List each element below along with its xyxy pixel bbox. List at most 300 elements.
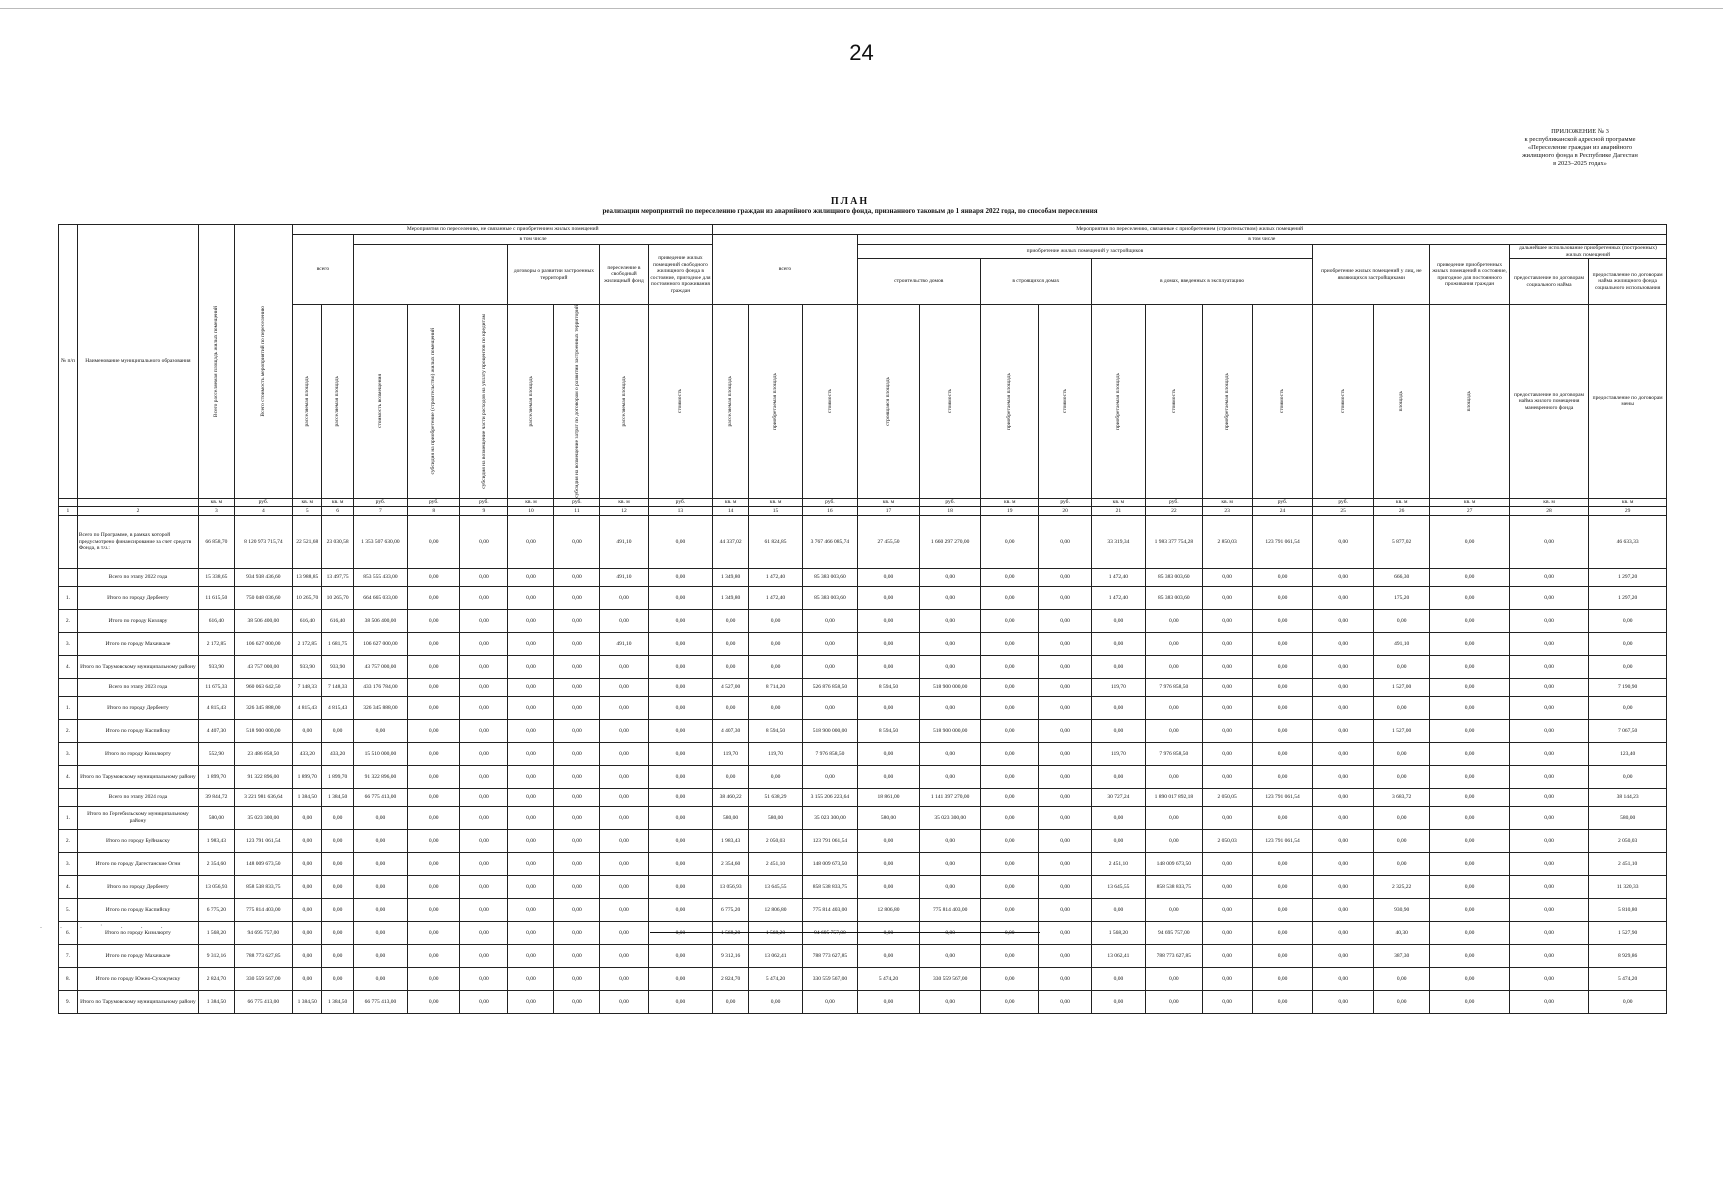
value-cell: 0,00 (713, 632, 749, 655)
vheader (1146, 305, 1202, 499)
header-area-label: Всего расселяемая площадь жилых помещений (213, 305, 220, 417)
value-cell: 0,00 (1509, 678, 1588, 696)
value-cell: 123,40 (1589, 742, 1667, 765)
value-cell: 0,00 (554, 788, 600, 806)
value-cell: 0,00 (1509, 515, 1588, 568)
vheader-label: стоимость (1279, 389, 1286, 414)
value-cell: 0,00 (554, 967, 600, 990)
value-cell: 13 497,75 (322, 568, 353, 586)
value-cell: 0,00 (1202, 655, 1252, 678)
vheader (803, 305, 857, 499)
header-not-developers: приобретение жилых помещений у лиц, не являющихся застройщиками (1313, 245, 1430, 305)
appendix-line: в 2023–2025 годах» (1553, 160, 1607, 167)
value-cell: 0,00 (713, 765, 749, 788)
value-cell: 0,00 (1202, 806, 1252, 829)
value-cell: 0,00 (408, 898, 460, 921)
value-cell: 44 337,02 (713, 515, 749, 568)
value-cell: 35 023 300,00 (234, 806, 293, 829)
value-cell: 0,00 (1430, 875, 1509, 898)
value-cell: 0,00 (554, 609, 600, 632)
municipality-name: Итого по городу Махачкале (77, 632, 198, 655)
value-cell: 2 451,10 (1589, 852, 1667, 875)
column-number: 26 (1373, 506, 1429, 515)
value-cell: 0,00 (1091, 990, 1145, 1013)
value-cell: 0,00 (1039, 719, 1091, 742)
unit-cell: руб. (234, 498, 293, 506)
value-cell: 1 899,70 (199, 765, 235, 788)
value-cell: 1 681,75 (322, 632, 353, 655)
unit-cell (77, 498, 198, 506)
value-cell: 0,00 (322, 898, 353, 921)
value-cell: 0,00 (1589, 696, 1667, 719)
value-cell: 0,00 (1589, 609, 1667, 632)
value-cell: 1 568,20 (199, 921, 235, 944)
value-cell: 148 009 673,50 (803, 852, 857, 875)
value-cell: 0,00 (648, 765, 713, 788)
value-cell: 0,00 (980, 852, 1039, 875)
value-cell: 8 929,86 (1589, 944, 1667, 967)
value-cell: 0,00 (554, 515, 600, 568)
value-cell: 8 594,50 (857, 719, 920, 742)
value-cell: 7 148,33 (293, 678, 322, 696)
table-row (59, 806, 1667, 829)
header-construction: строительство домов (857, 259, 980, 305)
value-cell: 0,00 (1091, 632, 1145, 655)
value-cell: 7 067,50 (1589, 719, 1667, 742)
value-cell: 326 345 888,00 (234, 696, 293, 719)
value-cell: 0,00 (648, 586, 713, 609)
column-number: 19 (980, 506, 1039, 515)
value-cell: 0,00 (460, 719, 508, 742)
value-cell: 13 988,85 (293, 568, 322, 586)
table-row (59, 829, 1667, 852)
value-cell: 491,10 (600, 632, 648, 655)
value-cell: 0,00 (1313, 568, 1374, 586)
vheader (293, 305, 322, 499)
value-cell: 38 506 400,00 (234, 609, 293, 632)
value-cell: 0,00 (353, 967, 407, 990)
value-cell: 10 265,70 (293, 586, 322, 609)
municipality-name: Итого по городу Дербенту (77, 875, 198, 898)
municipality-name: Итого по городу Дербенту (77, 586, 198, 609)
header-cost (234, 225, 293, 499)
value-cell: 0,00 (1430, 921, 1509, 944)
value-cell: 858 538 833,75 (803, 875, 857, 898)
value-cell: 666,30 (1373, 568, 1429, 586)
value-cell: 0,00 (1146, 806, 1202, 829)
value-cell: 0,00 (1373, 852, 1429, 875)
value-cell: 38 460,22 (713, 788, 749, 806)
value-cell: 0,00 (980, 898, 1039, 921)
value-cell: 0,00 (1313, 742, 1374, 765)
row-number: 3. (59, 852, 78, 875)
value-cell: 0,00 (508, 990, 554, 1013)
value-cell: 10 265,70 (322, 586, 353, 609)
row-number: 4. (59, 655, 78, 678)
header-commercial: предоставление по договорам найма жилого помещения маневренного фонда (1509, 305, 1588, 499)
value-cell: 0,00 (322, 921, 353, 944)
value-cell: 0,00 (980, 655, 1039, 678)
value-cell: 1 472,40 (748, 586, 802, 609)
value-cell: 0,00 (460, 678, 508, 696)
vheader-label: стоимость (946, 389, 953, 414)
value-cell: 35 023 300,00 (920, 806, 981, 829)
municipality-name: Итого по Тарумовскому муниципальному району (77, 655, 198, 678)
value-cell: 0,00 (1430, 852, 1509, 875)
column-number: 12 (600, 506, 648, 515)
value-cell: 23 486 858,50 (234, 742, 293, 765)
value-cell: 0,00 (408, 655, 460, 678)
value-cell: 0,00 (1509, 990, 1588, 1013)
table-row (59, 898, 1667, 921)
value-cell: 0,00 (508, 515, 554, 568)
value-cell: 0,00 (980, 678, 1039, 696)
value-cell: 2 451,10 (748, 852, 802, 875)
value-cell: 0,00 (980, 788, 1039, 806)
unit-cell: кв. м (1430, 498, 1509, 506)
value-cell: 0,00 (460, 742, 508, 765)
value-cell: 8 594,50 (748, 719, 802, 742)
value-cell: 43 757 000,00 (234, 655, 293, 678)
value-cell: 0,00 (293, 719, 322, 742)
value-cell: 0,00 (600, 944, 648, 967)
value-cell: 0,00 (1373, 655, 1429, 678)
value-cell: 0,00 (1039, 967, 1091, 990)
table-row (59, 719, 1667, 742)
value-cell: 0,00 (1039, 632, 1091, 655)
value-cell: 15 510 000,00 (353, 742, 407, 765)
value-cell: 0,00 (460, 829, 508, 852)
value-cell: 0,00 (1313, 829, 1374, 852)
value-cell: 13 056,93 (199, 875, 235, 898)
value-cell: 0,00 (857, 829, 920, 852)
column-number: 23 (1202, 506, 1252, 515)
value-cell: 61 824,85 (748, 515, 802, 568)
appendix-line: жилищного фонда в Республике Дагестан (1522, 152, 1638, 159)
vheader-label: площадь (1398, 391, 1405, 412)
value-cell: 0,00 (1509, 875, 1588, 898)
unit-cell: кв. м (1589, 498, 1667, 506)
column-number: 1 (59, 506, 78, 515)
value-cell: 0,00 (648, 944, 713, 967)
value-cell: 35 023 300,00 (803, 806, 857, 829)
value-cell: 0,00 (554, 944, 600, 967)
value-cell: 552,90 (199, 742, 235, 765)
value-cell: 0,00 (1252, 586, 1313, 609)
value-cell: 0,00 (920, 609, 981, 632)
value-cell: 0,00 (1091, 765, 1145, 788)
value-cell: 0,00 (1202, 568, 1252, 586)
value-cell: 0,00 (508, 898, 554, 921)
value-cell: 1 983,43 (713, 829, 749, 852)
value-cell: 2 850,03 (1202, 515, 1252, 568)
value-cell: 0,00 (648, 806, 713, 829)
column-number: 5 (293, 506, 322, 515)
unit-cell: кв. м (857, 498, 920, 506)
unit-cell: руб. (554, 498, 600, 506)
header-area (199, 225, 235, 499)
value-cell: 2 050,03 (748, 829, 802, 852)
value-cell: 119,70 (1091, 742, 1145, 765)
value-cell: 0,00 (1091, 967, 1145, 990)
row-number: 2. (59, 609, 78, 632)
table-row (59, 765, 1667, 788)
value-cell: 0,00 (554, 678, 600, 696)
vheader (748, 305, 802, 499)
header-commissioned: в домах, введенных в эксплуатацию (1091, 259, 1313, 305)
column-number: 25 (1313, 506, 1374, 515)
value-cell: 0,00 (1146, 655, 1202, 678)
value-cell: 0,00 (1313, 696, 1374, 719)
value-cell: 0,00 (1430, 765, 1509, 788)
value-cell: 0,00 (980, 765, 1039, 788)
header-under-construction: в строящихся домах (980, 259, 1091, 305)
value-cell: 0,00 (648, 568, 713, 586)
value-cell: 0,00 (648, 967, 713, 990)
value-cell: 616,40 (199, 609, 235, 632)
value-cell: 2 451,10 (1091, 852, 1145, 875)
column-number: 14 (713, 506, 749, 515)
value-cell: 0,00 (1252, 898, 1313, 921)
value-cell: 4 815,43 (293, 696, 322, 719)
vheader-label: стоимость (826, 389, 833, 414)
value-cell: 11 675,33 (199, 678, 235, 696)
value-cell: 11 615,50 (199, 586, 235, 609)
header-group-right: Мероприятия по переселению, связанные с приобретением (строительством) жилых помещений (713, 225, 1667, 235)
value-cell: 40,30 (1373, 921, 1429, 944)
municipality-name: Итого по городу Кизляру (77, 609, 198, 632)
vheader (353, 305, 407, 499)
value-cell: 0,00 (1313, 806, 1374, 829)
value-cell: 0,00 (1373, 806, 1429, 829)
value-cell: 0,00 (408, 921, 460, 944)
vheader-label: приобретаемая площадь (772, 372, 779, 430)
value-cell: 1 384,50 (322, 990, 353, 1013)
value-cell: 0,00 (600, 586, 648, 609)
value-cell: 106 627 000,00 (234, 632, 293, 655)
value-cell: 1 472,40 (748, 568, 802, 586)
value-cell: 0,00 (460, 852, 508, 875)
value-cell: 0,00 (1252, 655, 1313, 678)
municipality-name: Всего по этапу 2024 года (77, 788, 198, 806)
vheader (554, 305, 600, 499)
value-cell: 0,00 (554, 742, 600, 765)
value-cell: 0,00 (322, 719, 353, 742)
scan-noise: . . . · . . . (40, 921, 171, 930)
value-cell: 0,00 (1509, 568, 1588, 586)
value-cell: 0,00 (1313, 678, 1374, 696)
value-cell: 0,00 (1252, 967, 1313, 990)
appendix-note (1465, 128, 1695, 168)
value-cell: 0,00 (1313, 765, 1374, 788)
value-cell: 2 050,03 (1589, 829, 1667, 852)
value-cell: 0,00 (1252, 990, 1313, 1013)
value-cell: 0,00 (408, 568, 460, 586)
value-cell: 0,00 (1202, 967, 1252, 990)
total-row (59, 515, 1667, 568)
value-cell: 0,00 (408, 852, 460, 875)
value-cell: 0,00 (1430, 829, 1509, 852)
value-cell: 0,00 (1430, 609, 1509, 632)
value-cell: 0,00 (1313, 990, 1374, 1013)
value-cell: 0,00 (508, 852, 554, 875)
vheader-label: стоимость (1170, 389, 1177, 414)
value-cell: 0,00 (1313, 852, 1374, 875)
value-cell: 0,00 (408, 586, 460, 609)
value-cell: 0,00 (353, 898, 407, 921)
vheader (1091, 305, 1145, 499)
vheader-label: площадь (1466, 391, 1473, 412)
value-cell: 0,00 (353, 806, 407, 829)
value-cell: 0,00 (1202, 875, 1252, 898)
value-cell: 9 312,16 (713, 944, 749, 967)
vheader-label: расселяемая площадь (620, 376, 627, 427)
value-cell: 0,00 (857, 875, 920, 898)
value-cell: 0,00 (1509, 742, 1588, 765)
value-cell: 46 633,33 (1589, 515, 1667, 568)
value-cell: 4 527,00 (713, 678, 749, 696)
plan-body (59, 515, 1667, 1013)
value-cell: 1 384,50 (322, 788, 353, 806)
value-cell: 0,00 (460, 788, 508, 806)
value-cell: 0,00 (554, 898, 600, 921)
row-number: 3. (59, 632, 78, 655)
vheader (648, 305, 713, 499)
vheader-label: расселяемая площадь (527, 376, 534, 427)
value-cell: 330 559 567,00 (803, 967, 857, 990)
value-cell: 0,00 (1202, 921, 1252, 944)
municipality-name: Всего по этапу 2022 года (77, 568, 198, 586)
value-cell: 0,00 (600, 898, 648, 921)
value-cell: 66 858,70 (199, 515, 235, 568)
value-cell: 0,00 (600, 742, 648, 765)
value-cell: 0,00 (1430, 967, 1509, 990)
value-cell: 0,00 (1202, 742, 1252, 765)
value-cell: 0,00 (322, 852, 353, 875)
value-cell: 0,00 (1091, 719, 1145, 742)
value-cell: 0,00 (600, 829, 648, 852)
value-cell: 0,00 (460, 655, 508, 678)
column-number: 29 (1589, 506, 1667, 515)
unit-cell: кв. м (1202, 498, 1252, 506)
value-cell: 0,00 (1039, 742, 1091, 765)
column-number: 3 (199, 506, 235, 515)
value-cell: 0,00 (920, 586, 981, 609)
table-row (59, 875, 1667, 898)
value-cell: 2 050,05 (1202, 788, 1252, 806)
header-name: Наименование муниципального образования (77, 225, 198, 499)
vheader (408, 305, 460, 499)
document-title-block (520, 196, 1180, 215)
value-cell: 775 814 403,00 (234, 898, 293, 921)
value-cell: 0,00 (508, 967, 554, 990)
value-cell: 0,00 (1509, 632, 1588, 655)
unit-cell: руб. (1252, 498, 1313, 506)
value-cell: 1 568,20 (1091, 921, 1145, 944)
value-cell: 0,00 (460, 609, 508, 632)
value-cell: 43 757 000,00 (353, 655, 407, 678)
value-cell: 0,00 (408, 829, 460, 852)
value-cell: 788 773 627,85 (234, 944, 293, 967)
value-cell: 0,00 (408, 609, 460, 632)
value-cell: 0,00 (600, 921, 648, 944)
column-number: 7 (353, 506, 407, 515)
column-number: 13 (648, 506, 713, 515)
header-housing-fund: приведение жилых помещений свободного жилищного фонда в состояние, пригодное для постоянного проживания граждан (648, 245, 713, 305)
column-number: 21 (1091, 506, 1145, 515)
value-cell: 0,00 (857, 990, 920, 1013)
value-cell: 1 384,50 (293, 788, 322, 806)
unit-cell: руб. (1313, 498, 1374, 506)
value-cell: 960 063 642,50 (234, 678, 293, 696)
value-cell: 1 384,50 (199, 990, 235, 1013)
value-cell: 526 876 858,50 (803, 678, 857, 696)
value-cell: 0,00 (648, 655, 713, 678)
value-cell: 0,00 (1430, 990, 1509, 1013)
header-no: № п/п (59, 225, 78, 499)
value-cell: 0,00 (1430, 696, 1509, 719)
value-cell: 0,00 (1252, 806, 1313, 829)
vheader-label: строящаяся площадь (885, 377, 892, 426)
vheader (713, 305, 749, 499)
value-cell: 0,00 (1313, 655, 1374, 678)
value-cell: 0,00 (857, 696, 920, 719)
header-group-left: Мероприятия по переселению, не связанные с приобретением жилых помещений (293, 225, 713, 235)
municipality-name: Итого по городу Кизилюрту (77, 742, 198, 765)
value-cell: 148 009 673,50 (234, 852, 293, 875)
value-cell: 0,00 (293, 898, 322, 921)
value-cell: 0,00 (1373, 765, 1429, 788)
value-cell: 0,00 (803, 765, 857, 788)
value-cell: 933,90 (293, 655, 322, 678)
value-cell: 0,00 (322, 806, 353, 829)
value-cell: 0,00 (648, 609, 713, 632)
value-cell: 0,00 (1039, 898, 1091, 921)
municipality-name: Итого по городу Каспийску (77, 898, 198, 921)
value-cell: 1 297,20 (1589, 568, 1667, 586)
unit-cell: руб. (803, 498, 857, 506)
value-cell: 0,00 (648, 875, 713, 898)
plan-table (58, 224, 1667, 1014)
vheader-label: стоимость возмещения (377, 374, 384, 429)
value-cell: 0,00 (1091, 829, 1145, 852)
appendix-line: «Переселение граждан из аварийного (1527, 144, 1633, 151)
value-cell: 0,00 (1313, 515, 1374, 568)
value-cell: 0,00 (980, 719, 1039, 742)
row-number: 9. (59, 990, 78, 1013)
value-cell: 0,00 (1589, 765, 1667, 788)
value-cell: 0,00 (980, 990, 1039, 1013)
value-cell: 0,00 (1146, 990, 1202, 1013)
value-cell: 0,00 (1146, 898, 1202, 921)
value-cell: 0,00 (460, 921, 508, 944)
value-cell: 3 221 981 636,64 (234, 788, 293, 806)
value-cell: 0,00 (857, 944, 920, 967)
table-row (59, 990, 1667, 1013)
value-cell: 0,00 (1589, 990, 1667, 1013)
value-cell: 12 806,80 (857, 898, 920, 921)
unit-cell: руб. (460, 498, 508, 506)
value-cell: 0,00 (508, 829, 554, 852)
value-cell: 0,00 (803, 632, 857, 655)
value-cell: 0,00 (920, 990, 981, 1013)
table-row (59, 696, 1667, 719)
unit-cell: руб. (1146, 498, 1202, 506)
value-cell: 0,00 (648, 696, 713, 719)
value-cell: 15 338,65 (199, 568, 235, 586)
value-cell: 0,00 (713, 655, 749, 678)
value-cell: 1 297,20 (1589, 586, 1667, 609)
